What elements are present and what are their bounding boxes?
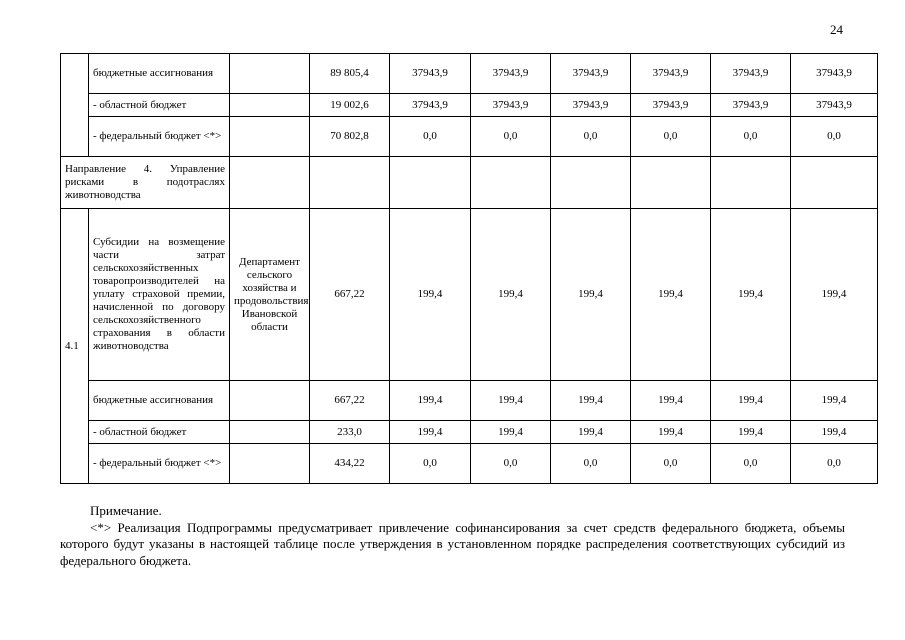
year-cell: 199,4 bbox=[711, 381, 791, 421]
year-cell: 199,4 bbox=[791, 381, 878, 421]
year-cell: 0,0 bbox=[791, 444, 878, 484]
year-cell: 37943,9 bbox=[791, 54, 878, 94]
dept-cell bbox=[230, 444, 310, 484]
row-label: - федеральный бюджет <*> bbox=[89, 117, 230, 157]
year-cell: 37943,9 bbox=[711, 54, 791, 94]
page-number: 24 bbox=[830, 22, 843, 37]
year-cell: 0,0 bbox=[631, 117, 711, 157]
year-cell: 0,0 bbox=[471, 444, 551, 484]
dept-cell bbox=[230, 421, 310, 444]
total-cell: 434,22 bbox=[310, 444, 390, 484]
year-cell: 0,0 bbox=[390, 117, 471, 157]
year-cell: 199,4 bbox=[631, 421, 711, 444]
year-cell: 199,4 bbox=[631, 209, 711, 381]
total-cell: 70 802,8 bbox=[310, 117, 390, 157]
year-cell: 37943,9 bbox=[631, 54, 711, 94]
year-cell: 199,4 bbox=[471, 209, 551, 381]
total-cell: 233,0 bbox=[310, 421, 390, 444]
footnote bbox=[60, 503, 845, 569]
footnote-title: Примечание. bbox=[90, 503, 162, 518]
year-cell: 37943,9 bbox=[471, 54, 551, 94]
table-row bbox=[61, 94, 878, 117]
year-cell: 199,4 bbox=[711, 209, 791, 381]
table-row bbox=[61, 421, 878, 444]
year-cell: 0,0 bbox=[390, 444, 471, 484]
year-cell: 37943,9 bbox=[390, 54, 471, 94]
year-cell: 199,4 bbox=[390, 381, 471, 421]
year-cell: 199,4 bbox=[551, 421, 631, 444]
year-cell: 199,4 bbox=[471, 381, 551, 421]
dept-cell bbox=[230, 117, 310, 157]
year-cell: 199,4 bbox=[551, 381, 631, 421]
total-cell: 667,22 bbox=[310, 209, 390, 381]
row-label: - областной бюджет bbox=[89, 94, 230, 117]
footnote-text: <*> Реализация Подпрограммы предусматривает привлечение софинансирования за счет средств федерального бюджета, объемы которого будут указаны в настоящей таблице после утверждения в установленном порядке распределения соответствующих субсидий из федерального бюджета. bbox=[60, 519, 845, 568]
table-row bbox=[61, 209, 878, 381]
table-row bbox=[61, 117, 878, 157]
dept-cell bbox=[230, 381, 310, 421]
item-number: 4.1 bbox=[61, 209, 89, 484]
table-row bbox=[61, 381, 878, 421]
year-cell: 37943,9 bbox=[471, 94, 551, 117]
year-cell: 199,4 bbox=[551, 209, 631, 381]
dept-cell: Департамент сельского хозяйства и продовольствия Ивановской области bbox=[230, 209, 310, 381]
row-label: - федеральный бюджет <*> bbox=[89, 444, 230, 484]
year-cell: 37943,9 bbox=[390, 94, 471, 117]
year-cell: 199,4 bbox=[791, 421, 878, 444]
item-label: Субсидии на возмещение части затрат сельскохозяйственных товаропроизводителей на уплату страховой премии, начисленной по договору сельскохозяйственного страхования в области животноводства bbox=[89, 209, 230, 381]
year-cell: 199,4 bbox=[711, 421, 791, 444]
total-cell: 89 805,4 bbox=[310, 54, 390, 94]
year-cell: 0,0 bbox=[631, 444, 711, 484]
total-cell: 19 002,6 bbox=[310, 94, 390, 117]
year-cell: 199,4 bbox=[471, 421, 551, 444]
year-cell: 37943,9 bbox=[711, 94, 791, 117]
year-cell: 37943,9 bbox=[551, 54, 631, 94]
direction-label: Направление 4. Управление рисками в подотраслях животноводства bbox=[61, 157, 230, 209]
year-cell: 0,0 bbox=[551, 117, 631, 157]
year-cell: 37943,9 bbox=[791, 94, 878, 117]
row-label: - областной бюджет bbox=[89, 421, 230, 444]
total-cell: 667,22 bbox=[310, 381, 390, 421]
year-cell: 37943,9 bbox=[551, 94, 631, 117]
table-row bbox=[61, 54, 878, 94]
row-label: бюджетные ассигнования bbox=[89, 381, 230, 421]
table-row bbox=[61, 444, 878, 484]
dept-cell bbox=[230, 94, 310, 117]
budget-table bbox=[60, 53, 878, 484]
year-cell: 0,0 bbox=[791, 117, 878, 157]
year-cell: 199,4 bbox=[791, 209, 878, 381]
index-cell bbox=[61, 54, 89, 157]
row-label: бюджетные ассигнования bbox=[89, 54, 230, 94]
year-cell: 0,0 bbox=[711, 117, 791, 157]
year-cell: 0,0 bbox=[711, 444, 791, 484]
dept-cell bbox=[230, 54, 310, 94]
year-cell: 37943,9 bbox=[631, 94, 711, 117]
year-cell: 0,0 bbox=[471, 117, 551, 157]
year-cell: 199,4 bbox=[631, 381, 711, 421]
direction-row bbox=[61, 157, 878, 209]
year-cell: 0,0 bbox=[551, 444, 631, 484]
year-cell: 199,4 bbox=[390, 421, 471, 444]
year-cell: 199,4 bbox=[390, 209, 471, 381]
